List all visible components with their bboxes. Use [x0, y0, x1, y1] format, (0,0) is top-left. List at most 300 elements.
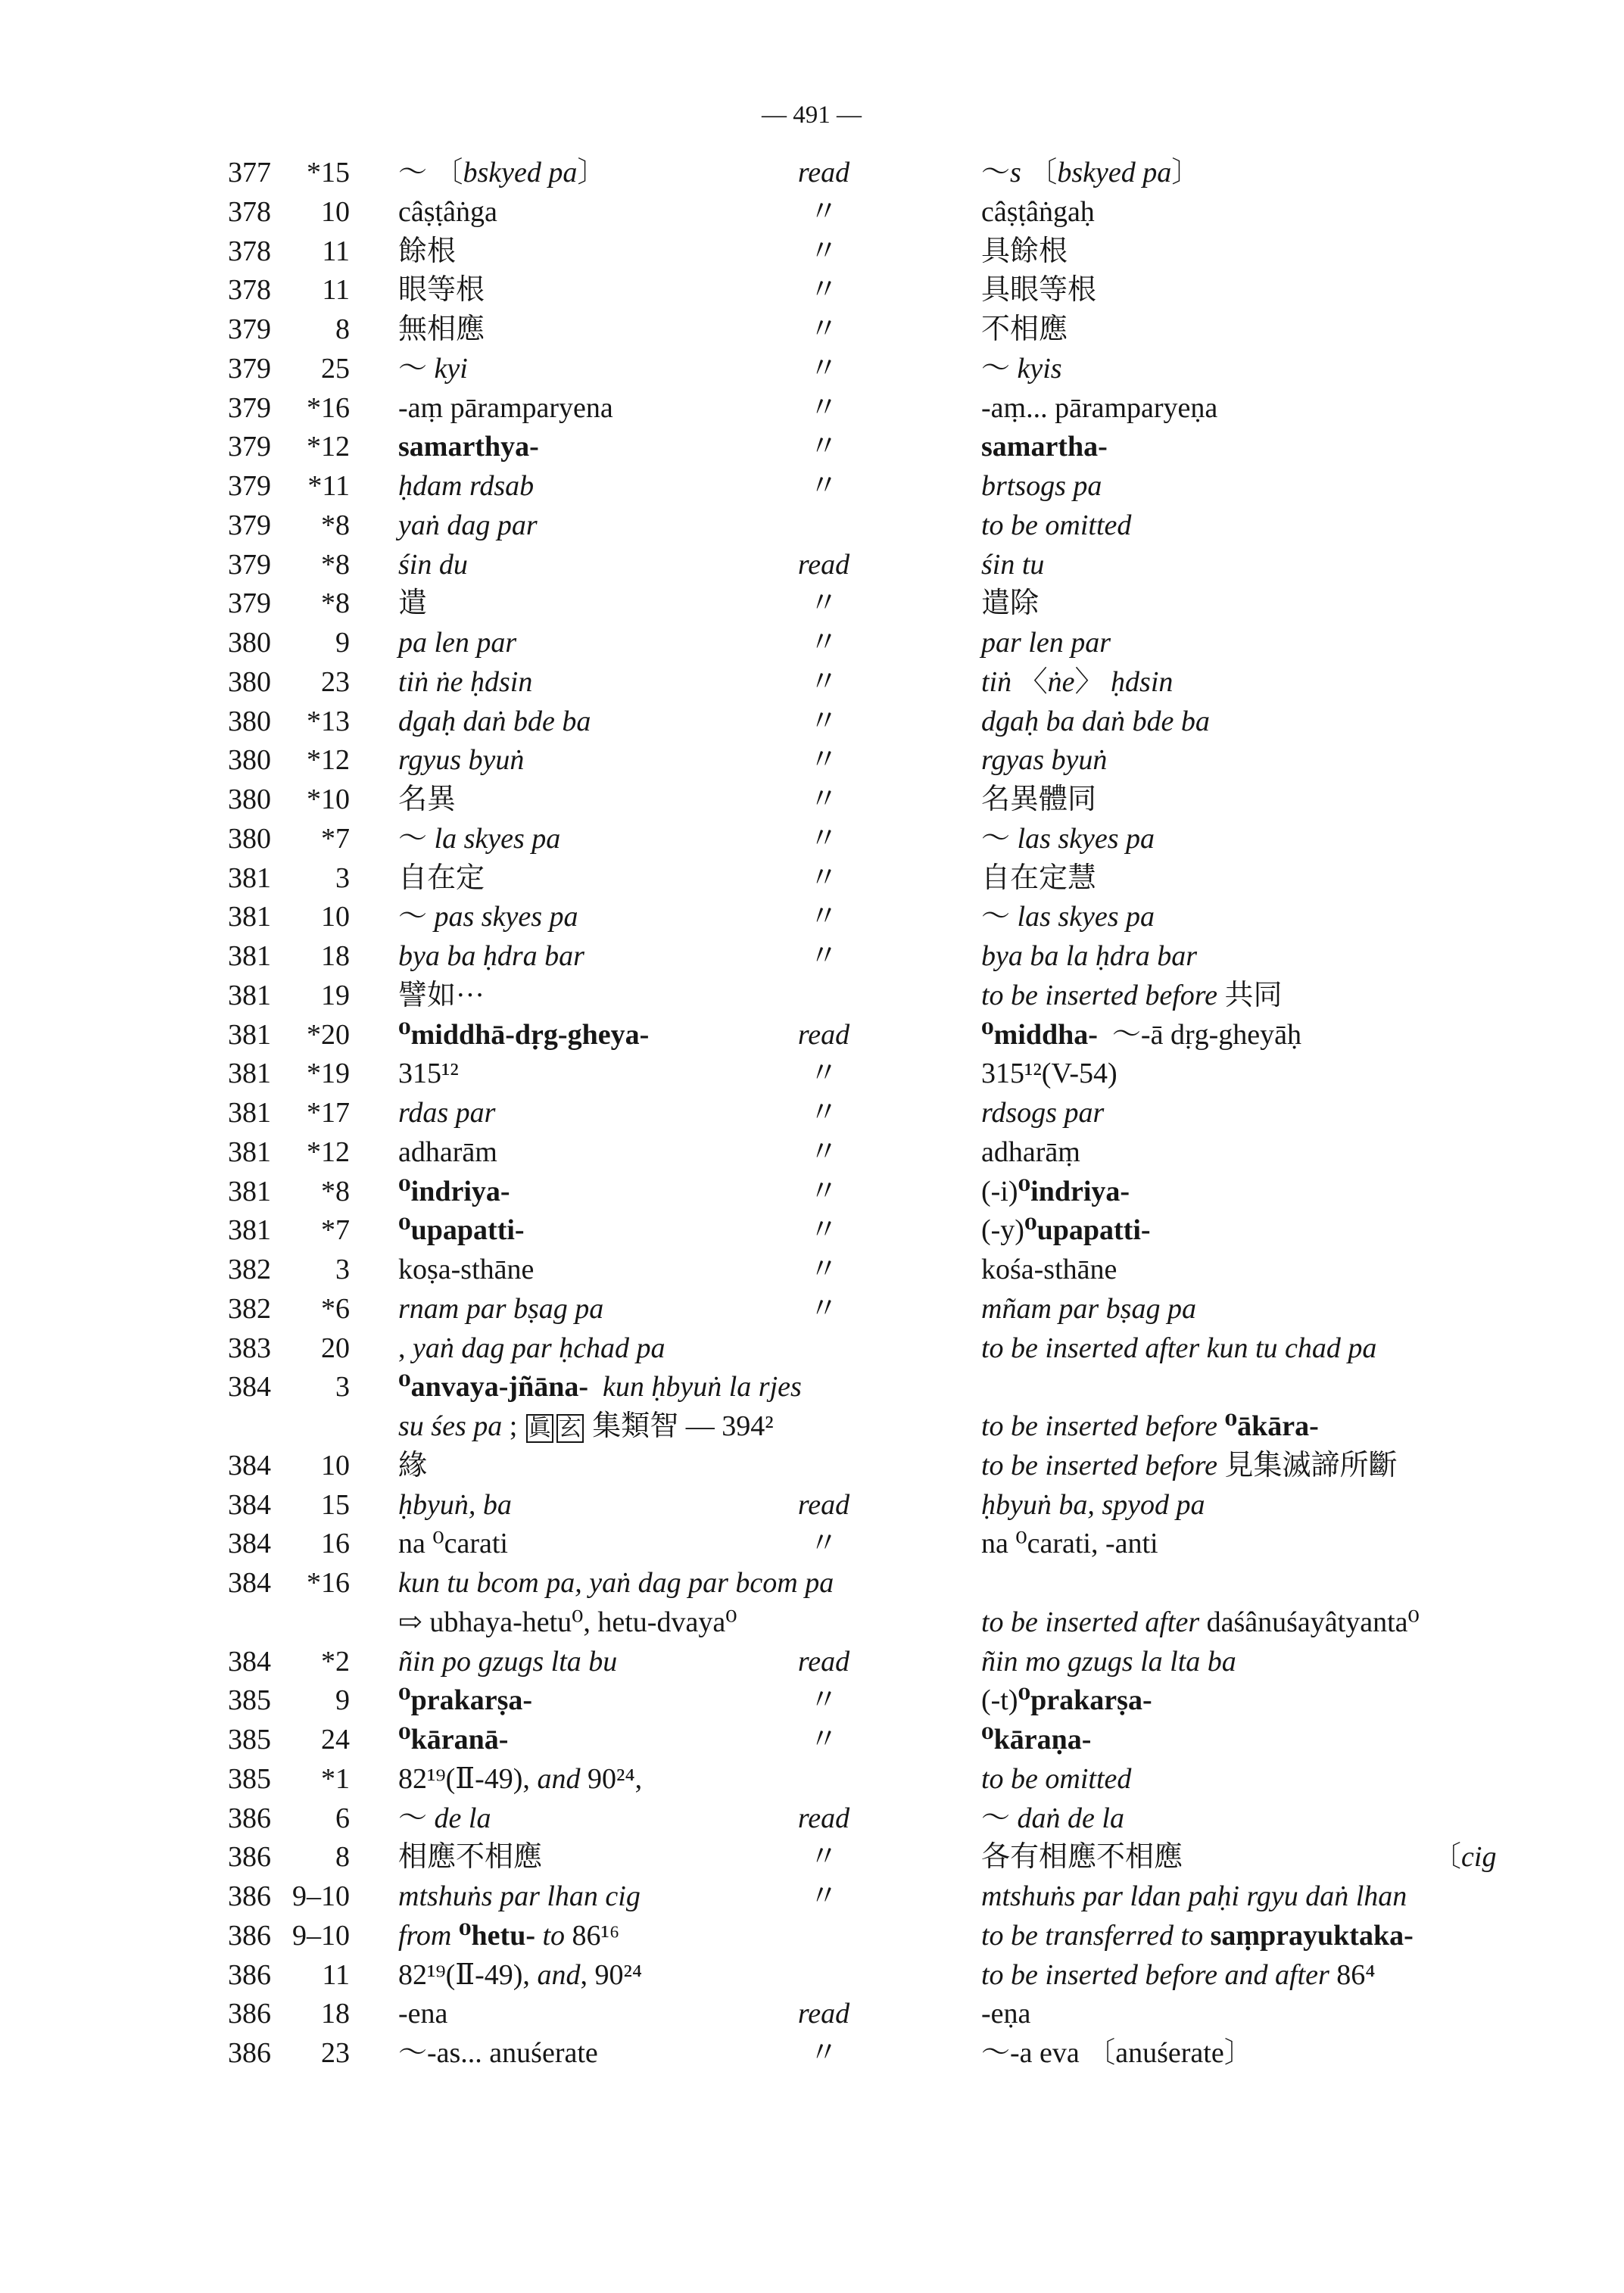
page-ref: 386 [228, 1841, 271, 1874]
line-ref: *13 [307, 705, 350, 737]
text-segment: mtshuṅs par lhan cig [398, 1880, 641, 1912]
line-ref: *8 [321, 548, 350, 581]
text-segment: 〃 [809, 431, 838, 463]
text-segment: ḥbyuṅ ba, spyod pa [981, 1488, 1205, 1521]
read-mark [771, 2033, 877, 2073]
text-segment: to be inserted before [981, 1449, 1225, 1481]
text-segment: 〃 [809, 1684, 838, 1717]
text-segment: 遣 [398, 587, 428, 620]
read-mark [771, 466, 877, 506]
errata-entry [0, 1250, 1624, 1289]
text-segment: read [797, 157, 850, 188]
corrected-text [981, 780, 1096, 819]
line-ref: 19 [321, 979, 350, 1011]
corrected-text [981, 427, 1108, 466]
corrected-text [981, 349, 1062, 388]
text-segment: bya ba ḥdra bar [398, 940, 584, 972]
text-segment: na ⁰carati [398, 1528, 508, 1560]
boxed-abbreviation: 玄 [556, 1414, 584, 1443]
text-segment: ⁰upapatti- [398, 1214, 525, 1247]
text-segment: ⇨ ubhaya-hetu⁰, hetu-dvaya⁰ [398, 1606, 737, 1638]
corrected-text [981, 1250, 1117, 1289]
corrected-text [981, 1877, 1407, 1916]
page-ref: 384 [228, 1528, 271, 1560]
errata-entry [0, 232, 1624, 271]
line-ref: 8 [335, 1841, 350, 1874]
text-segment: to be inserted after [981, 1606, 1207, 1638]
line-ref: 3 [335, 1371, 350, 1404]
text-segment: kyi [434, 352, 468, 385]
erroneous-text [398, 270, 485, 310]
text-segment: to be inserted after kun tu chad pa [981, 1332, 1377, 1364]
line-ref: 23 [321, 2037, 350, 2069]
text-segment: yaṅ dag par ḥchad pa [413, 1332, 665, 1364]
erroneous-text [398, 1642, 617, 1681]
erroneous-text [398, 1799, 491, 1838]
line-ref: 23 [321, 665, 350, 698]
text-segment: (-y) [981, 1214, 1024, 1247]
read-mark [771, 388, 877, 428]
text-segment: to be omitted [981, 509, 1132, 541]
line-ref: 24 [321, 1724, 350, 1756]
line-ref: *16 [307, 1567, 350, 1599]
erroneous-text [398, 506, 538, 545]
text-segment: kyis [1017, 352, 1062, 385]
errata-entry [0, 1681, 1624, 1720]
read-mark [771, 1994, 877, 2033]
text-segment: 〃 [809, 195, 838, 228]
text-segment: adharām [398, 1136, 497, 1168]
page-ref: 380 [228, 784, 271, 815]
text-segment: de la [434, 1802, 491, 1834]
text-segment: ～ [398, 1802, 435, 1834]
errata-entry [0, 858, 1624, 898]
erroneous-text [398, 662, 532, 702]
erroneous-text [398, 819, 560, 858]
line-ref: *12 [307, 744, 350, 777]
text-segment: 〃 [809, 784, 838, 815]
read-mark [771, 662, 877, 702]
page-ref: 378 [228, 235, 271, 267]
errata-entry [0, 349, 1624, 388]
corrected-text [981, 1407, 1319, 1446]
erroneous-text [398, 1054, 459, 1093]
errata-entry [0, 1994, 1624, 2033]
text-segment: 遣除 [981, 587, 1040, 620]
text-segment: śin du [398, 548, 468, 581]
line-ref: *6 [321, 1292, 350, 1325]
corrected-text [981, 192, 1095, 232]
read-mark [771, 1015, 877, 1055]
page-ref: 379 [228, 352, 271, 385]
corrected-text [981, 270, 1096, 310]
text-segment: 〕 [1171, 157, 1201, 188]
page-number: — 491 — [762, 101, 862, 129]
corrected-text [981, 1485, 1205, 1525]
erroneous-text [398, 192, 497, 232]
corrected-text [981, 1799, 1124, 1838]
errata-entry [0, 1720, 1624, 1759]
corrected-text [981, 819, 1155, 858]
read-mark [771, 1799, 877, 1838]
text-segment: 〈 [1018, 665, 1048, 698]
text-segment: from [398, 1919, 459, 1952]
corrected-text [981, 506, 1131, 545]
errata-entry [0, 1367, 1624, 1407]
page-ref: 382 [228, 1292, 271, 1325]
errata-entry [0, 897, 1624, 936]
errata-entry [0, 819, 1624, 858]
page-ref: 386 [228, 1958, 271, 1991]
corrected-text [981, 1446, 1398, 1485]
corrected-text [981, 1994, 1030, 2033]
text-segment: -eṇa [981, 1998, 1031, 2030]
text-segment: ; [502, 1410, 525, 1442]
page-ref: 382 [228, 1254, 271, 1285]
page-ref: 380 [228, 627, 271, 659]
read-mark [771, 1877, 877, 1916]
text-segment: las skyes pa [1017, 822, 1155, 855]
corrected-text [981, 1759, 1131, 1799]
wrapped-note [1432, 1837, 1496, 1877]
line-ref: 11 [322, 235, 350, 267]
erroneous-text [398, 1446, 427, 1485]
line-ref: 3 [335, 1254, 350, 1285]
read-mark [771, 1485, 877, 1525]
text-segment: brtsogs pa [981, 470, 1102, 502]
corrected-text [981, 466, 1102, 506]
text-segment: 具餘根 [981, 235, 1068, 267]
text-segment: ～ 〔 [398, 157, 463, 188]
text-segment: -aṃ... pāramparyeṇa [981, 391, 1218, 424]
read-mark [771, 1054, 877, 1093]
page-ref: 381 [228, 1136, 271, 1168]
text-segment: ḥdsin [1103, 665, 1174, 698]
erroneous-text [398, 740, 524, 780]
text-segment: 眼等根 [398, 274, 485, 307]
text-segment: 〃 [809, 313, 838, 345]
line-ref: 25 [321, 352, 350, 385]
line-ref: 9–10 [292, 1919, 350, 1952]
corrected-text [981, 1524, 1158, 1563]
errata-entry [0, 1916, 1624, 1955]
text-segment: 〃 [809, 940, 838, 972]
erroneous-text [398, 1563, 834, 1603]
line-ref: *19 [307, 1058, 350, 1090]
page-ref: 380 [228, 744, 271, 777]
page-ref: 381 [228, 940, 271, 972]
text-segment: 86¹⁶ [572, 1919, 620, 1952]
read-mark [771, 1172, 877, 1211]
text-segment: 自在定慧 [981, 861, 1097, 894]
line-ref: 10 [321, 1449, 350, 1481]
text-segment: ñin mo gzugs la lta ba [981, 1645, 1236, 1678]
text-segment: 〃 [809, 1136, 838, 1168]
text-segment: to be inserted before [981, 979, 1225, 1011]
text-segment: ḥbyuṅ, ba [398, 1488, 512, 1521]
line-ref: *7 [321, 822, 350, 855]
line-ref: *12 [307, 1136, 350, 1168]
erroneous-text [398, 1524, 508, 1563]
text-segment: ḥdam rdsab [398, 470, 535, 502]
text-segment: 〃 [809, 235, 838, 267]
text-segment: ～ [398, 822, 435, 855]
text-segment: to be transferred to [981, 1919, 1211, 1952]
errata-entry [0, 1015, 1624, 1055]
erroneous-text [398, 310, 485, 349]
text-segment: (-i) [981, 1175, 1018, 1207]
text-segment: 90²⁴, [580, 1762, 643, 1795]
page-ref: 386 [228, 1880, 271, 1912]
errata-entry [0, 936, 1624, 976]
text-segment: ñin po gzugs lta bu [398, 1645, 618, 1678]
line-ref: 11 [322, 274, 350, 307]
erroneous-text [398, 1210, 525, 1250]
line-ref: 11 [322, 1958, 350, 1991]
read-mark [771, 1837, 877, 1877]
erroneous-text [398, 388, 613, 428]
text-segment: 〉 [1074, 665, 1104, 698]
boxed-abbreviation: 眞 [526, 1414, 553, 1443]
errata-entry [0, 1642, 1624, 1681]
erroneous-text [398, 2033, 598, 2073]
page-ref: 385 [228, 1724, 271, 1756]
page-ref: 379 [228, 548, 271, 581]
text-segment: ⁰anvaya-jñāna- [398, 1371, 589, 1404]
read-mark [771, 780, 877, 819]
line-ref: 18 [321, 940, 350, 972]
text-segment: , [398, 1332, 413, 1364]
text-segment: 〃 [809, 1175, 838, 1207]
errata-entry [0, 545, 1624, 584]
errata-entry [0, 702, 1624, 741]
erroneous-text [398, 1759, 642, 1799]
text-segment: 82¹⁹(Ⅱ-49), [398, 1762, 538, 1795]
errata-entry [0, 1563, 1624, 1603]
text-segment: to be inserted before and after [981, 1958, 1337, 1991]
text-segment: rgyus byuṅ [398, 744, 525, 777]
line-ref: *10 [307, 784, 350, 815]
text-segment: 〃 [809, 1058, 838, 1090]
text-segment: ⁰prakarṣa- [1018, 1684, 1152, 1717]
text-segment: 〃 [809, 822, 838, 855]
text-segment: and [537, 1762, 581, 1795]
text-segment: ～ [398, 901, 435, 933]
text-segment: na ⁰carati, -anti [981, 1528, 1158, 1560]
errata-entry [0, 780, 1624, 819]
corrected-text [981, 1955, 1376, 1995]
text-segment: par len par [981, 627, 1111, 659]
text-segment: -ena [398, 1998, 448, 2030]
erroneous-text [398, 1955, 642, 1995]
page-ref: 377 [228, 157, 271, 188]
text-segment: rnam par bṣag pa [398, 1292, 604, 1325]
erroneous-text [398, 1994, 447, 2033]
text-segment: 〕 [577, 157, 606, 188]
line-ref: *17 [307, 1097, 350, 1129]
text-segment: 315¹²(V-54) [981, 1058, 1117, 1090]
page-ref: 379 [228, 391, 271, 424]
text-segment: read [797, 1998, 850, 2030]
page-ref: 386 [228, 2037, 271, 2069]
errata-entry [0, 427, 1624, 466]
erroneous-text [398, 1250, 534, 1289]
read-mark [771, 858, 877, 898]
text-segment: bskyed pa [1057, 157, 1172, 188]
errata-entry [0, 1210, 1624, 1250]
line-ref: *8 [321, 1175, 350, 1207]
erroneous-text [398, 976, 485, 1015]
page-ref: 379 [228, 470, 271, 502]
text-segment: 〃 [809, 470, 838, 502]
text-segment: 見集滅諦所斷 [1224, 1449, 1398, 1481]
corrected-text [981, 976, 1283, 1015]
errata-entry [0, 976, 1624, 1015]
text-segment: kun tu bcom pa, yaṅ dag par bcom pa [398, 1567, 834, 1599]
erroneous-text [398, 1681, 532, 1720]
page-ref: 380 [228, 822, 271, 855]
text-segment: 共同 [1224, 979, 1283, 1011]
text-segment: 82¹⁹(Ⅱ-49), [398, 1958, 538, 1991]
corrected-text [981, 936, 1197, 976]
page-ref: 379 [228, 509, 271, 541]
line-ref: *20 [307, 1018, 350, 1051]
line-ref: *8 [321, 509, 350, 541]
page-ref: 384 [228, 1567, 271, 1599]
read-mark [771, 1210, 877, 1250]
line-ref: *15 [307, 157, 350, 188]
corrected-text [981, 1289, 1196, 1329]
erroneous-text [398, 153, 606, 192]
text-segment: câṣṭâṅga [398, 195, 497, 228]
text-segment: dgaḥ daṅ bde ba [398, 705, 591, 737]
text-segment: 集類智 — 394² [584, 1410, 774, 1442]
text-segment: ～ [981, 352, 1018, 385]
text-segment: ～ [981, 822, 1018, 855]
erroneous-text [398, 427, 539, 466]
line-ref: 6 [335, 1802, 350, 1834]
text-segment: câṣṭâṅgaḥ [981, 195, 1095, 228]
line-ref: *16 [307, 391, 350, 424]
erroneous-text [398, 1093, 495, 1132]
corrected-text [981, 1093, 1104, 1132]
read-mark [771, 1524, 877, 1563]
text-segment: adharāṃ [981, 1136, 1080, 1168]
corrected-text [981, 545, 1044, 584]
erroneous-text [398, 858, 485, 898]
text-segment: 86⁴ [1336, 1958, 1376, 1991]
erroneous-text [398, 1015, 649, 1055]
text-segment: and [537, 1958, 581, 1991]
text-segment: mñam par bṣag pa [981, 1292, 1196, 1325]
errata-entry [0, 192, 1624, 232]
text-segment: 〃 [809, 1841, 838, 1874]
text-segment: 〃 [809, 2037, 838, 2069]
text-segment: dgaḥ ba daṅ bde ba [981, 705, 1210, 737]
text-segment: read [797, 1488, 850, 1521]
read-mark [771, 740, 877, 780]
erroneous-text [398, 232, 456, 271]
text-segment: 相應不相應 [398, 1841, 543, 1874]
page-ref: 384 [228, 1645, 271, 1678]
read-mark [771, 702, 877, 741]
read-mark [771, 232, 877, 271]
text-segment: cig [1461, 1841, 1497, 1874]
errata-entry [0, 1877, 1624, 1916]
page-ref: 386 [228, 1919, 271, 1952]
text-segment: 315¹² [398, 1058, 459, 1090]
text-segment: samartha- [981, 431, 1108, 463]
text-segment: to [535, 1919, 572, 1952]
errata-entry-continuation [0, 1603, 1624, 1642]
erroneous-text [398, 1877, 641, 1916]
text-segment: 〃 [809, 1292, 838, 1325]
corrected-text [981, 1603, 1420, 1642]
corrected-text [981, 388, 1217, 428]
errata-entry [0, 2033, 1624, 2073]
page-ref: 381 [228, 901, 271, 933]
corrected-text [981, 1837, 1183, 1877]
text-segment: 〃 [809, 705, 838, 737]
page-ref: 386 [228, 1998, 271, 2030]
page-ref: 379 [228, 313, 271, 345]
errata-entry [0, 1093, 1624, 1132]
text-segment: -aṃ pāramparyena [398, 391, 613, 424]
errata-entry [0, 153, 1624, 192]
corrected-text [981, 702, 1210, 741]
corrected-text [981, 858, 1096, 898]
corrected-text [981, 1172, 1130, 1211]
corrected-text [981, 1681, 1152, 1720]
page-ref: 384 [228, 1449, 271, 1481]
text-segment: 名異 [398, 784, 457, 815]
text-segment: ～-as... anuśerate [398, 2037, 598, 2069]
text-segment: bya ba la ḥdra bar [981, 940, 1197, 972]
read-mark [771, 819, 877, 858]
erroneous-text [398, 1407, 774, 1446]
text-segment: rgyas byuṅ [981, 744, 1108, 777]
corrected-text [981, 1132, 1080, 1172]
errata-entry [0, 1446, 1624, 1485]
page-ref: 381 [228, 1175, 271, 1207]
text-segment: 〃 [809, 1880, 838, 1912]
text-segment: 〃 [809, 744, 838, 777]
text-segment: read [797, 1645, 850, 1678]
erroneous-text [398, 1329, 665, 1368]
line-ref: *12 [307, 431, 350, 463]
text-segment: ⁰ākāra- [1224, 1410, 1319, 1442]
errata-entry [0, 466, 1624, 506]
errata-entry [0, 1289, 1624, 1329]
read-mark [771, 153, 877, 192]
text-segment: tiṅ ṅe ḥdsin [398, 665, 533, 698]
erroneous-text [398, 1485, 512, 1525]
errata-entry-continuation [0, 1407, 1624, 1446]
line-ref: 20 [321, 1332, 350, 1364]
errata-entry [0, 310, 1624, 349]
text-segment: kun ḥbyuṅ la rjes [588, 1371, 802, 1404]
errata-entry [0, 623, 1624, 662]
erroneous-text [398, 1837, 542, 1877]
text-segment: ～ [981, 1802, 1018, 1834]
text-segment: read [797, 1018, 850, 1051]
corrected-text [981, 1054, 1117, 1093]
text-segment: las skyes pa [1017, 901, 1155, 933]
page-ref: 378 [228, 274, 271, 307]
line-ref: *1 [321, 1762, 350, 1795]
text-segment: 〃 [809, 1097, 838, 1129]
text-segment: bskyed pa [463, 157, 578, 188]
